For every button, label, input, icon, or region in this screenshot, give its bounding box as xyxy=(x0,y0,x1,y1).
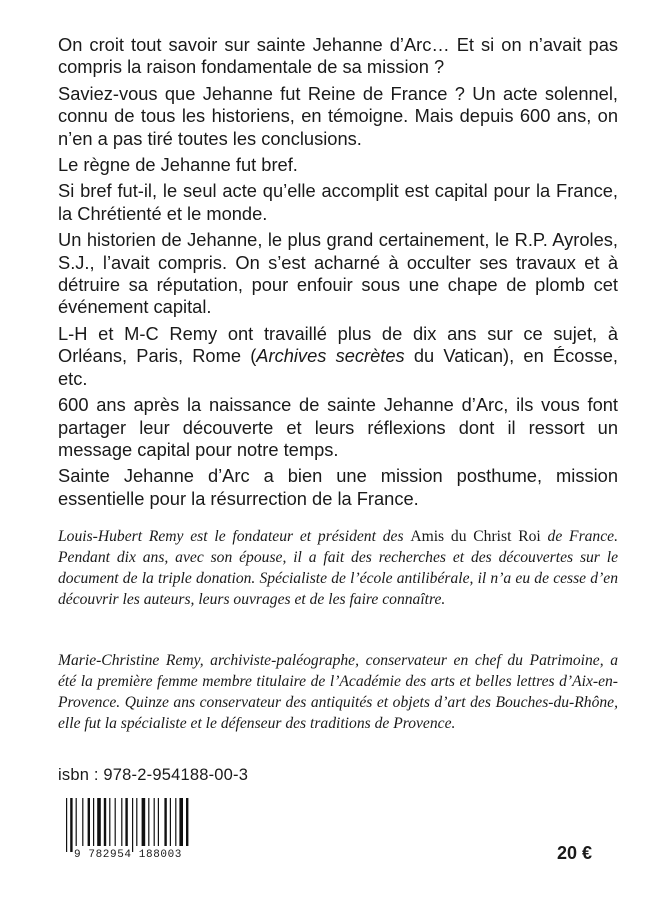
author-bio-louis-hubert xyxy=(58,526,618,610)
isbn-label: isbn : 978-2-954188-00-3 xyxy=(58,766,249,784)
barcode-bar xyxy=(93,798,94,846)
barcode-digits: 9 782954 188003 xyxy=(73,849,183,861)
paragraph-2: Saviez-vous que Jehanne fut Reine de France ? Un acte solennel, connu de tous les historiens, en témoigne. Mais depuis 600 ans, on n’en a pas tiré toutes les conclusions. xyxy=(58,82,618,149)
paragraph-5: Un historien de Jehanne, le plus grand certainement, le R.P. Ayroles, S.J., l’avait compris. On s’est acharné à occulter ses travaux et à détruire sa réputation, pour enfouir sous une chape de plomb cet événement capital. xyxy=(58,229,618,318)
paragraph-6-end: du Vatican), en Écosse, etc. xyxy=(58,345,618,389)
barcode-bar xyxy=(115,798,116,846)
paragraph-6 xyxy=(58,323,618,390)
barcode-bar xyxy=(66,798,67,852)
paragraph-4: Si bref fut-il, le seul acte qu’elle accomplit est capital pour la France, la Chrétienté et le monde. xyxy=(58,180,618,224)
barcode-bar xyxy=(148,798,149,846)
paragraph-3: Le règne de Jehanne fut bref. xyxy=(58,154,298,176)
barcode-bar xyxy=(125,798,127,846)
price: 20 € xyxy=(557,843,593,863)
back-cover-text xyxy=(58,34,618,514)
bio-2-text: Marie-Christine Remy, archiviste-paléographe, conservateur en chef du Patrimoine, a été la première femme membre titulaire de l’Académie des arts et belles lettres d’Aix-en-Provence. Quinze ans conservateur des antiquités et objets d’art des Bouches-du-Rhône, elle fut la spécialiste et le défenseur des traditions de Provence. xyxy=(58,652,618,732)
barcode-bar xyxy=(109,798,110,846)
barcode-bar xyxy=(158,798,159,846)
paragraph-7: 600 ans après la naissance de sainte Jehanne d’Arc, ils vous font partager leur découverte et leurs réflexions dont il ressort un message capital pour notre temps. xyxy=(58,394,618,460)
bio-1-start: Louis-Hubert Remy est le fondateur et président des xyxy=(58,528,411,545)
barcode-bar xyxy=(154,798,155,846)
barcode-bar xyxy=(132,798,133,852)
barcode-bar xyxy=(186,798,188,846)
barcode-bar xyxy=(121,798,122,846)
barcode-bar xyxy=(82,798,83,846)
archives-emphasis: Archives secrètes xyxy=(256,345,405,367)
barcode-bar xyxy=(70,798,72,852)
barcode-bar xyxy=(97,798,101,846)
paragraph-6-start: L-H et M-C Remy ont travaillé plus de dix ans sur ce sujet, à Orléans, Paris, Rome ( xyxy=(58,322,618,367)
barcode-bar xyxy=(76,798,77,846)
association-name: Amis du Christ Roi xyxy=(410,528,541,545)
barcode-bar xyxy=(104,798,106,846)
author-bio-marie-christine xyxy=(58,650,618,734)
bio-1-end: de France. Pendant dix ans, avec son épouse, il a fait des recherches et des découvertes sur le document de la triple donation. Spécialiste de l’école antilibérale, il n’a eu de cesse d’en découvrir les auteurs, leurs ouvrages et de les faire connaître. xyxy=(58,528,618,608)
barcode-bar xyxy=(179,798,183,846)
barcode-bar xyxy=(175,798,176,846)
barcode-bar xyxy=(164,798,166,846)
paragraph-8: Sainte Jehanne d’Arc a bien une mission posthume, mission essentielle pour la résurrection de la France. xyxy=(58,465,618,509)
barcode-bar xyxy=(142,798,146,846)
barcode-bar xyxy=(88,798,90,846)
paragraph-1: On croit tout savoir sur sainte Jehanne d’Arc… Et si on n’avait pas compris la raison fondamentale de sa mission ? xyxy=(58,34,618,78)
barcode-bar xyxy=(170,798,171,846)
barcode xyxy=(58,798,198,864)
barcode-bar xyxy=(136,798,137,846)
